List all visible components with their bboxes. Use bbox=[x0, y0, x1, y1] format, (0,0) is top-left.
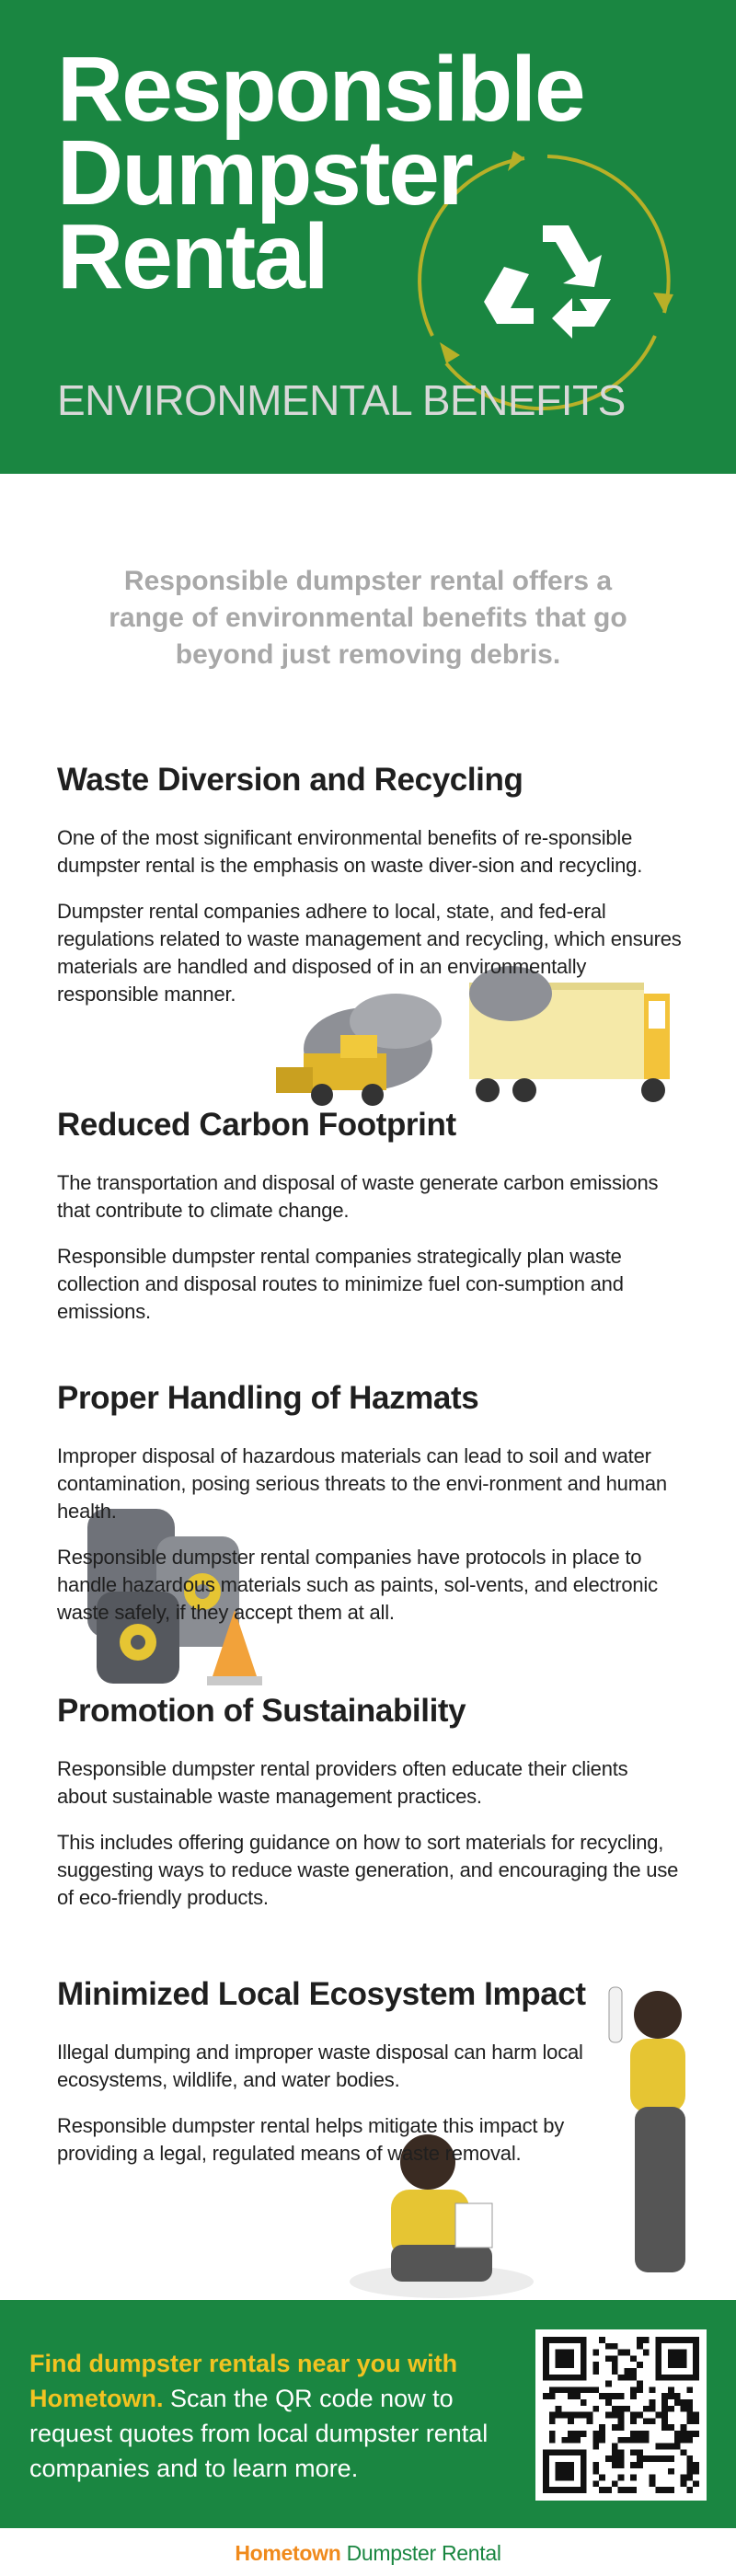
section-heading: Reduced Carbon Footprint bbox=[57, 1107, 456, 1143]
section-ecosystem bbox=[57, 1976, 646, 2186]
brand-part-2: Dumpster Rental bbox=[340, 2541, 501, 2565]
cta-highlight: Find dumpster rentals near you with Hometown. bbox=[29, 2350, 458, 2412]
section-hazmats bbox=[57, 1380, 683, 1645]
section-heading: Promotion of Sustainability bbox=[57, 1693, 466, 1729]
section-heading: Minimized Local Ecosystem Impact bbox=[57, 1976, 586, 2012]
section-paragraph: Illegal dumping and improper waste disposal can harm local ecosystems, wildlife, and water bodies. bbox=[57, 2041, 583, 2091]
section-waste-diversion bbox=[57, 762, 683, 1027]
section-paragraph: One of the most significant environmental benefits of re-sponsible dumpster rental is the emphasis on waste diver-sion and recycling. bbox=[57, 826, 643, 877]
cta-body: Scan the QR code now to request quotes from local dumpster rental companies and to learn more. bbox=[29, 2385, 489, 2482]
section-carbon-footprint bbox=[57, 1107, 683, 1344]
section-heading: Proper Handling of Hazmats bbox=[57, 1380, 479, 1416]
section-paragraph: Dumpster rental companies adhere to local, state, and fed-eral regulations related to waste management and recycling, which ensures materials are handled and disposed of in an environmentally responsible manner. bbox=[57, 900, 682, 1006]
brand-part-1: Hometown bbox=[235, 2541, 341, 2565]
section-paragraph: Responsible dumpster rental helps mitigate this impact by providing a legal, regulated means of waste removal. bbox=[57, 2114, 565, 2165]
brand-logo[interactable] bbox=[0, 2541, 736, 2566]
section-paragraph: The transportation and disposal of waste generate carbon emissions that contribute to climate change. bbox=[57, 1171, 659, 1222]
section-sustainability bbox=[57, 1693, 683, 1930]
hero-banner bbox=[0, 0, 736, 474]
section-paragraph: This includes offering guidance on how to sort materials for recycling, suggesting ways to reduce waste generation, and encouraging the use of eco-friendly products. bbox=[57, 1831, 679, 1909]
intro-text: Responsible dumpster rental offers a range of environmental benefits that go beyond just removing debris. bbox=[109, 566, 627, 670]
cta-banner bbox=[0, 2300, 736, 2528]
title-line-3: Rental bbox=[57, 205, 328, 308]
page-title bbox=[57, 38, 701, 308]
title-line-2: Dumpster bbox=[57, 121, 472, 224]
cta-text bbox=[29, 2346, 508, 2486]
section-paragraph: Responsible dumpster rental providers often educate their clients about sustainable waste management practices. bbox=[57, 1757, 628, 1808]
page-subtitle: ENVIRONMENTAL BENEFITS bbox=[57, 376, 626, 424]
section-paragraph: Responsible dumpster rental companies have protocols in place to handle hazardous materials such as paints, sol-vents, and electronic waste safely, if they accept them at all. bbox=[57, 1546, 658, 1624]
section-paragraph: Improper disposal of hazardous materials can lead to soil and water contamination, posing serious threats to the envi-ronment and human health. bbox=[57, 1444, 667, 1523]
title-line-1: Responsible bbox=[57, 38, 584, 141]
section-paragraph: Responsible dumpster rental companies strategically plan waste collection and disposal routes to minimize fuel con-sumption and emissions. bbox=[57, 1245, 624, 1323]
qr-code-icon[interactable] bbox=[535, 2329, 707, 2501]
section-heading: Waste Diversion and Recycling bbox=[57, 762, 523, 798]
